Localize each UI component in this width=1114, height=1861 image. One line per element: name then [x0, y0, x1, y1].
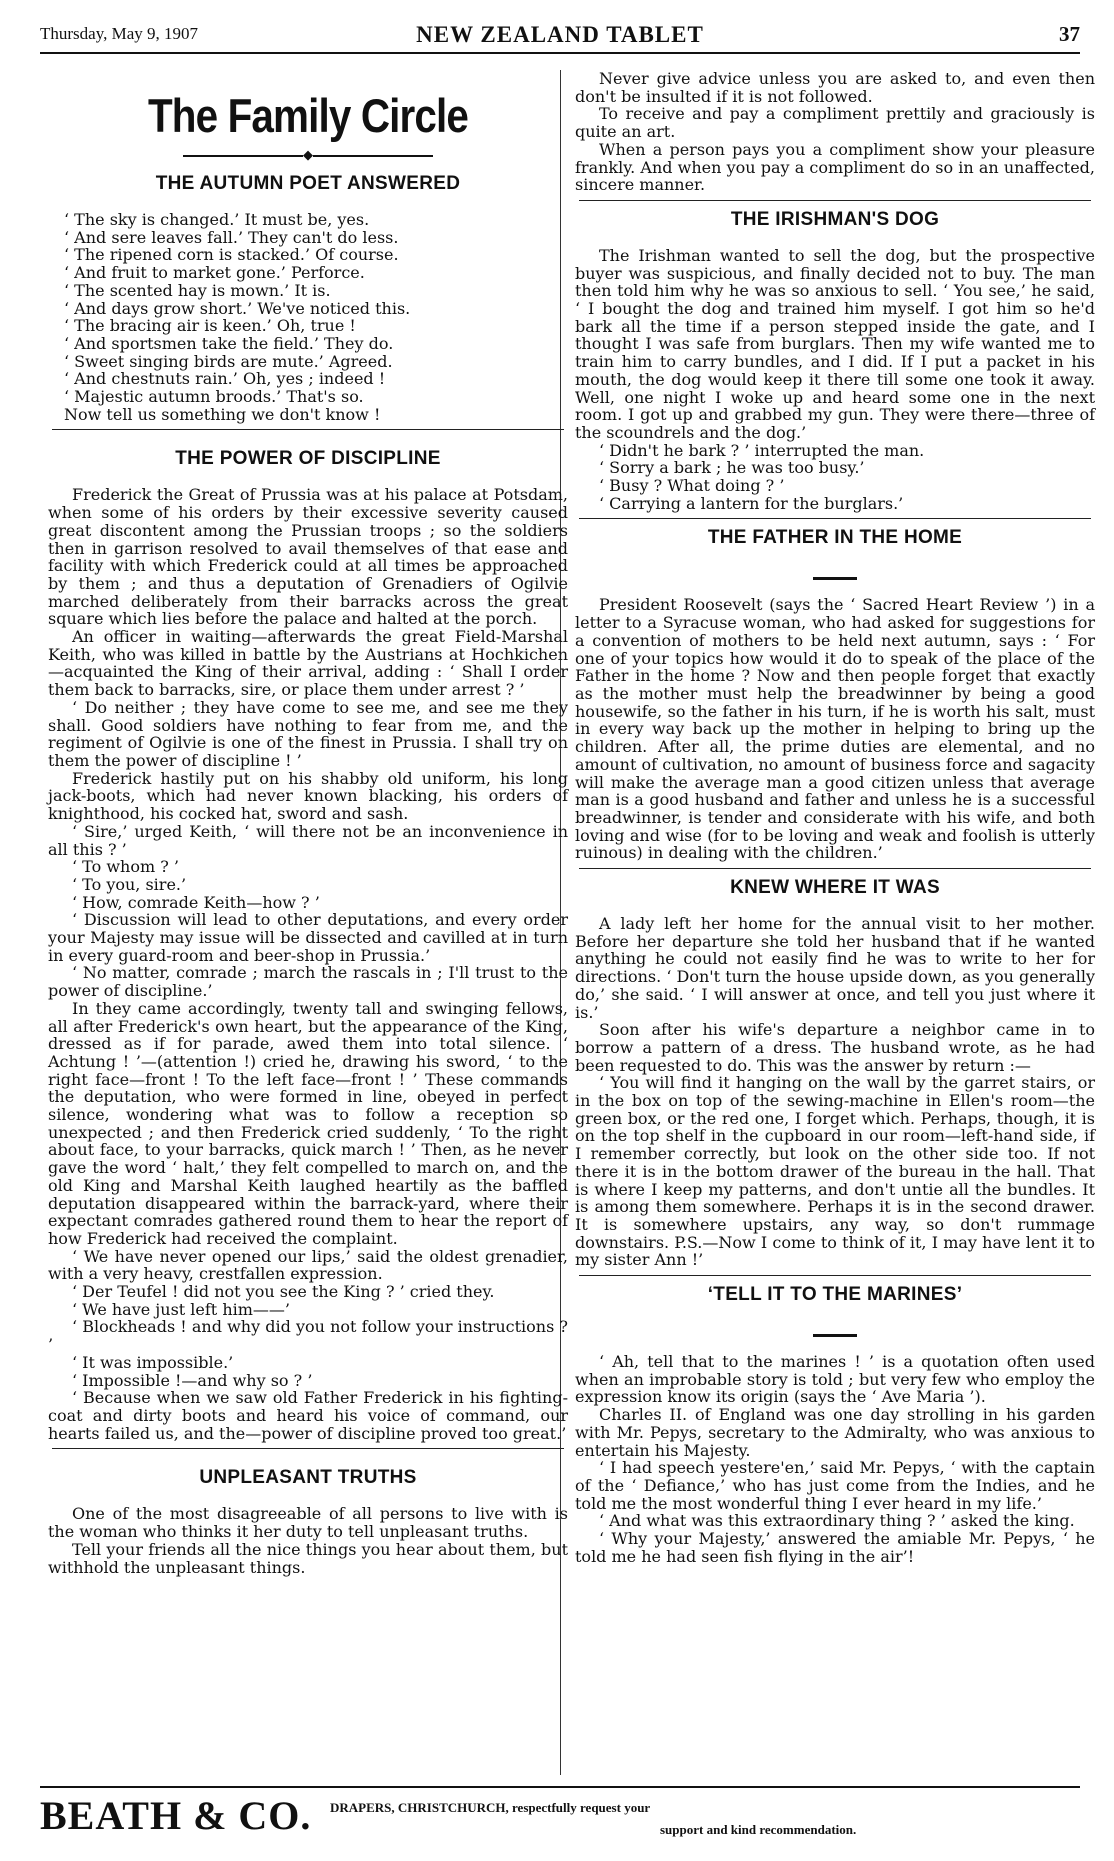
- right-column: [575, 70, 1095, 1566]
- section-rule: [579, 868, 1091, 869]
- poem-line: Now tell us something we don't know !: [64, 404, 381, 424]
- father-heading: THE FATHER IN THE HOME: [707, 527, 963, 549]
- father-article: [575, 596, 1095, 862]
- poem-line: ‘ The sky is changed.’ It must be, yes.: [64, 210, 370, 229]
- poem-line: ‘ And sportsmen take the field.’ They do.: [64, 333, 394, 353]
- paragraph: ‘ Because when we saw old Father Frederick in his fighting-coat and dirty boots and heard his voice of command, our hearts failed us, and the—power of discipline proved too great.’: [48, 1388, 568, 1443]
- knew-article: [575, 915, 1095, 1269]
- paragraph: ‘ Didn't he bark ? ’ interrupted the man.: [599, 440, 925, 460]
- poem-line: ‘ Majestic autumn broods.’ That's so.: [64, 387, 364, 407]
- truths-article: [48, 1505, 568, 1576]
- autumn-poet-heading: THE AUTUMN POET ANSWERED: [155, 173, 461, 194]
- section-rule: [52, 1448, 564, 1449]
- paragraph: ‘ Carrying a lantern for the burglars.’: [599, 493, 904, 513]
- paragraph: ‘ Sire,’ urged Keith, ‘ will there not be an inconvenience in all this ? ’: [48, 821, 568, 859]
- advertiser-note-line2: support and kind recommendation.: [660, 1822, 857, 1837]
- paragraph: ‘ And what was this extraordinary thing ? ’ asked the king.: [599, 1511, 1075, 1531]
- advice-article: [575, 70, 1095, 194]
- marines-article: [575, 1353, 1095, 1565]
- paragraph: ‘ Why your Majesty,’ answered the amiable Mr. Pepys, ‘ he told me he had seen fish flying in the air’!: [575, 1529, 1095, 1566]
- paragraph: An officer in waiting—afterwards the great Field-Marshal Keith, who was killed in battle by the Austrians at Hochkichen—acquainted the King of their arrival, adding : ‘ Shall I order them back to barracks, sire, or place them under arrest ? ’: [48, 627, 568, 700]
- section-rule: [579, 518, 1091, 519]
- page-number: 37: [1059, 22, 1080, 46]
- paragraph: ‘ Discussion will lead to other deputations, and every order your Majesty may issue will be dissected and cavilled at in turn in every guard-room and beer-shop in Prussia.’: [48, 910, 568, 965]
- issue-date: Thursday, May 9, 1907: [40, 24, 199, 43]
- paragraph: ‘ We have just left him——’: [72, 1299, 290, 1319]
- section-rule: [579, 1275, 1091, 1276]
- paragraph: ‘ Ah, tell that to the marines ! ’ is a quotation often used when an improbable story is told ; but very few who employ the expression know its origin (says the ‘ Ave Maria ’).: [575, 1352, 1095, 1407]
- paragraph: One of the most disagreeable of all persons to live with is the woman who thinks it her duty to tell unpleasant truths.: [48, 1504, 568, 1542]
- paragraph: Tell your friends all the nice things you hear about them, but withhold the unpleasant things.: [48, 1539, 568, 1577]
- paragraph: ‘ No matter, comrade ; march the rascals in ; I'll trust to the power of discipline.’: [48, 963, 568, 1001]
- section-rule: [579, 200, 1091, 201]
- paragraph: ‘ Impossible !—and why so ? ’: [72, 1370, 313, 1390]
- paragraph: ‘ We have never opened our lips,’ said the oldest grenadier, with a very heavy, crestfallen expression.: [48, 1246, 568, 1284]
- paragraph: ‘ To whom ? ’: [72, 857, 179, 877]
- advertiser-note-line1: DRAPERS, CHRISTCHURCH, respectfully request your: [330, 1800, 651, 1815]
- paragraph: Soon after his wife's departure a neighbor came in to borrow a pattern of a dress. The husband wrote, as he had been requested to do. This was the answer by return :—: [575, 1020, 1095, 1075]
- irishman-article: [575, 247, 1095, 513]
- paragraph: ‘ How, comrade Keith—how ? ’: [72, 892, 320, 912]
- paragraph: ‘ I had speech yestere'en,’ said Mr. Pepys, ‘ with the captain of the ‘ Defiance,’ who has just come from the Indies, and he told me the most wonderful thing I ever heard in my life.’: [575, 1458, 1095, 1513]
- footer-rule: [40, 1786, 1080, 1788]
- paragraph: Frederick hastily put on his shabby old uniform, his long jack-boots, which had never known blacking, his orders of knighthood, his cocked hat, sword and sash.: [48, 768, 568, 824]
- paragraph: ‘ It was impossible.’: [72, 1352, 234, 1372]
- discipline-heading: THE POWER OF DISCIPLINE: [175, 448, 441, 470]
- paragraph: ‘ Der Teufel ! did not you see the King ? ’ cried they.: [72, 1282, 495, 1302]
- poem-line: ‘ And fruit to market gone.’ Perforce.: [64, 263, 365, 283]
- page-title: The Family Circle: [147, 89, 469, 142]
- heading-dash: [575, 565, 1095, 584]
- poem-line: ‘ And chestnuts rain.’ Oh, yes ; indeed !: [64, 369, 386, 389]
- autumn-poem: [48, 211, 568, 423]
- title-ornament: ◆: [48, 149, 568, 163]
- paragraph: ‘ Do neither ; they have come to see me, and see me they shall. Good soldiers have nothing to fear from me, and the regiment of Ogilvie is one of the finest in Prussia. I shall try on them the power of discipline ! ’: [48, 697, 568, 770]
- paragraph: ‘ Busy ? What doing ? ’: [599, 476, 785, 496]
- paragraph: President Roosevelt (says the ‘ Sacred Heart Review ’) in a letter to a Syracuse woman, who had asked for suggestions for a convention of mothers to be held next autumn, says : ‘ For one of your topics how would it do to speak of the place of the Father in the home ? Now and then people forget that exactly as the mother must help the breadwinner by being a good housewife, so the father in his turn, if he is worth his salt, must in every way back up the mother in helping to bring up the children. After all, the prime duties are elemental, and no amount of cultivation, no amount of business force and sagacity will make the average man a good citizen unless that average man is a good husband and father and unless he is a successful breadwinner, is tender and considerate with his wife, and both loving and wise (for to be loving and weak and foolish is utterly ruinous) in dealing with the children.’: [575, 595, 1095, 863]
- paragraph: A lady left her home for the annual visit to her mother. Before her departure she told her husband that if he wanted anything he could not easily find he was to write to her for directions. ‘ Don't turn the house upside down, as you generally do,’ she said. ‘ I will answer at once, and tell you just where it is.’: [575, 914, 1095, 1022]
- poem-line: ‘ The bracing air is keen.’ Oh, true !: [64, 316, 356, 336]
- paragraph: ‘ Blockheads ! and why did you not follow your instructions ? ’: [48, 1317, 568, 1355]
- page-header: [40, 22, 1080, 54]
- marines-heading: ‘TELL IT TO THE MARINES’: [707, 1284, 963, 1306]
- publication-title: NEW ZEALAND TABLET: [416, 22, 704, 47]
- discipline-article: [48, 486, 568, 1442]
- paragraph: Charles II. of England was one day strolling in his garden with Mr. Pepys, secretary to the Admiralty, who was anxious to entertain his Majesty.: [575, 1405, 1095, 1460]
- poem-line: ‘ And days grow short.’ We've noticed this.: [64, 298, 411, 318]
- paragraph: The Irishman wanted to sell the dog, but the prospective buyer was suspicious, and finally decided not to buy. The man then told him why he was so anxious to sell. ‘ You see,’ he said, ‘ I bought the dog and trained him myself. I got him so he'd bark all the time if a person stepped inside the gate, and I thought I was safe from burglars. Then my wife wanted me to train him to carry bundles, and I did. If I put a packet in his mouth, the dog would keep it there till some one took it away. Well, one night I woke up and heard some one in the next room. I got up and grabbed my gun. They were there—three of the scoundrels and the dog.’: [575, 245, 1095, 442]
- knew-heading: KNEW WHERE IT WAS: [730, 877, 940, 899]
- truths-heading: UNPLEASANT TRUTHS: [199, 1467, 417, 1489]
- poem-line: ‘ And sere leaves fall.’ They can't do less.: [64, 227, 399, 247]
- poem-line: ‘ The scented hay is mown.’ It is.: [64, 280, 331, 300]
- paragraph: When a person pays you a compliment show your pleasure frankly. And when you pay a compliment do so in an unaffected, sincere manner.: [575, 139, 1095, 195]
- left-column: [48, 78, 568, 1576]
- poem-line: ‘ The ripened corn is stacked.’ Of course.: [64, 245, 399, 265]
- paragraph: To receive and pay a compliment prettily and graciously is quite an art.: [575, 104, 1095, 142]
- poem-line: ‘ Sweet singing birds are mute.’ Agreed.: [64, 351, 393, 371]
- heading-dash: [575, 1322, 1095, 1341]
- irishman-heading: THE IRISHMAN'S DOG: [730, 208, 940, 230]
- section-rule: [52, 429, 564, 430]
- paragraph: Frederick the Great of Prussia was at his palace at Potsdam, when some of his orders by their excessive severity caused great discontent among the Prussian troops ; so the soldiers then in garrison resolved to avail themselves of that ease and facility with which Frederick could at all times be approached by them ; and thus a deputation of Grenadiers of Ogilvie marched deliberately from their barracks across the great square which lies before the palace and halted at the porch.: [48, 485, 568, 629]
- paragraph: Never give advice unless you are asked to, and even then don't be insulted if it is not followed.: [575, 69, 1095, 106]
- paragraph: In they came accordingly, twenty tall and swinging fellows, all after Frederick's own heart, but the appearance of the King, dressed as if for parade, awed them into total silence. ‘ Achtung ! ’—(attention !) cried he, drawing his sword, ‘ to the right face—front ! To the left face—front ! ’ These commands the deputation, who were formed in line, obeyed in perfect silence, wondering what was to follow a reception so unexpected ; and then Frederick cried suddenly, ‘ To the right about face, to your barracks, quick march ! ’ Then, as he never gave the word ‘ halt,’ they felt compelled to march on, and the old King and Marshal Keith laughed heartily as the baffled deputation disappeared within the barrack-yard, where their expectant comrades gathered round them to hear the report of how Frederick had received the complaint.: [48, 998, 568, 1248]
- paragraph: ‘ You will find it hanging on the wall by the garret stairs, or in the box on top of the sewing-machine in Ellen's room—the green box, or the red one, I forget which. Perhaps, though, it is on the top shelf in the cupboard in our room—left-hand side, if I remember correctly, but look on the other side too. If not there it is in the bottom drawer of the bureau in the hall. That is where I keep my patterns, and don't untie all the bundles. It is among them somewhere. Perhaps it is in the second drawer. It is somewhere upstairs, any way, so don't rummage downstairs. P.S.—Now I come to think of it, I may have lent it to my sister Ann !’: [575, 1073, 1095, 1270]
- advertiser-name: BEATH & CO.: [40, 1793, 312, 1838]
- paragraph: ‘ To you, sire.’: [72, 874, 187, 894]
- paragraph: ‘ Sorry a bark ; he was too busy.’: [599, 458, 865, 478]
